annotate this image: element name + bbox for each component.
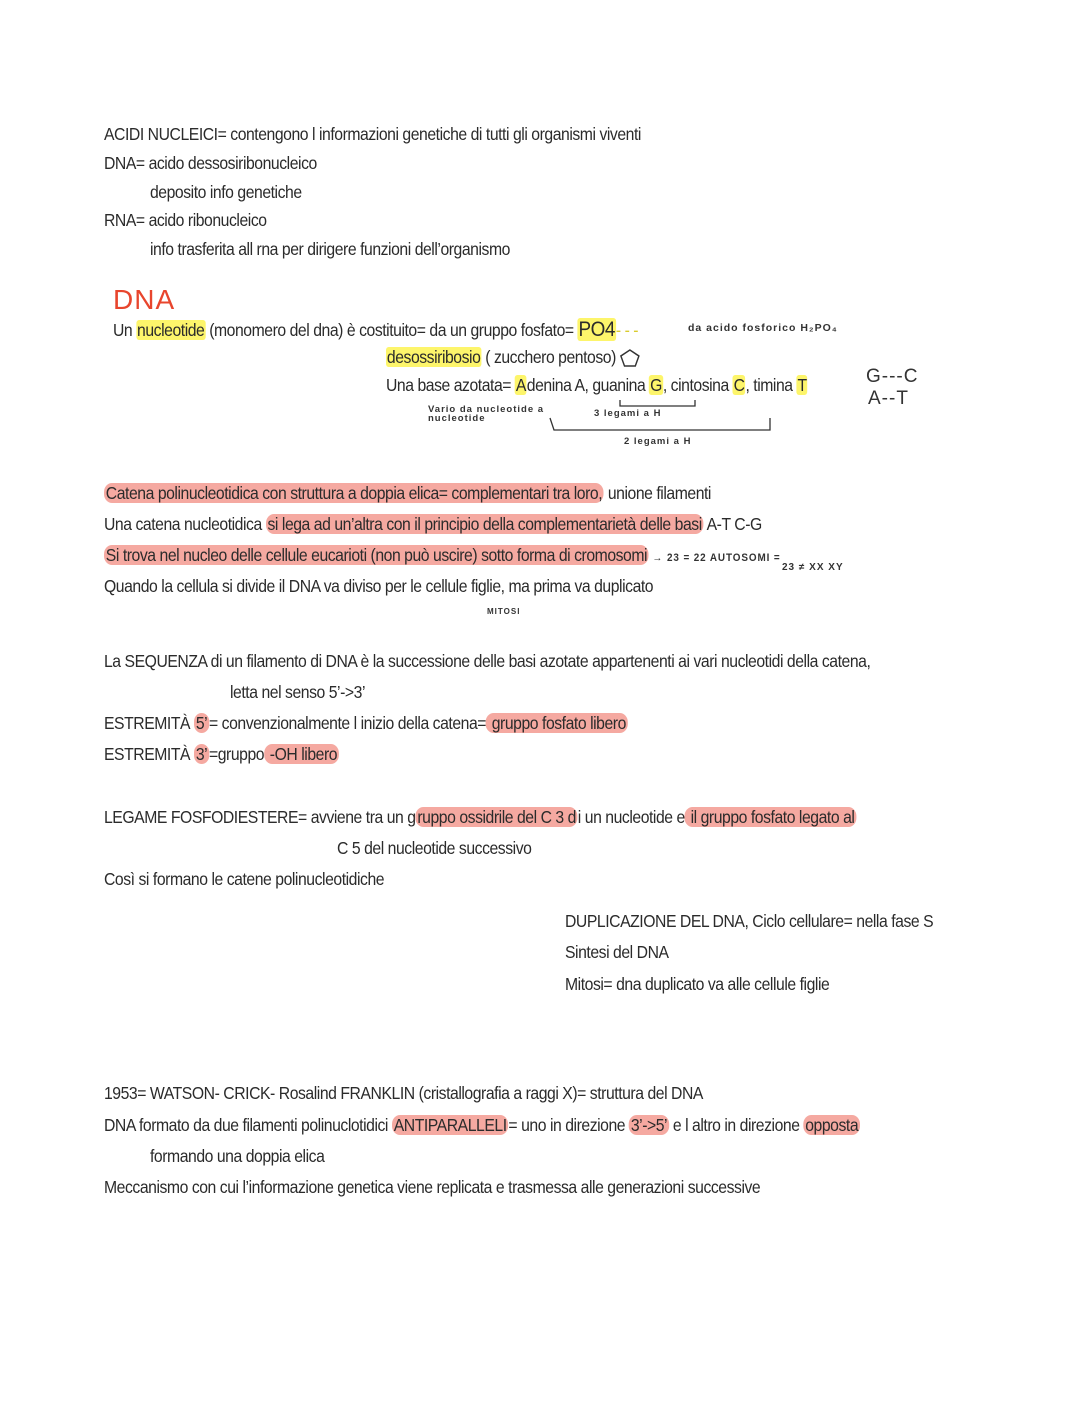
highlight-c: C: [733, 375, 745, 395]
highlight-oh-libero: -OH libero: [265, 744, 338, 764]
note-3-bonds: 3 legami a H: [594, 408, 662, 419]
text: LEGAME FOSFODIESTERE= avviene tra un g: [104, 807, 416, 827]
highlight-opposta: opposta: [805, 1115, 859, 1135]
text: (monomero del dna) è costituito= da un gruppo fosfato=: [205, 320, 578, 340]
text: Una catena nucleotidica: [104, 514, 266, 534]
chain-line-1: [104, 483, 711, 504]
bond-line-2: C 5 del nucleotide successivo: [337, 838, 532, 858]
intro-line-2: DNA= acido dessosiribonucleico: [104, 153, 317, 173]
pair-at: A--T: [868, 388, 909, 409]
intro-line-1: ACIDI NUCLEICI= contengono l informazioni genetiche di tutti gli organismi viventi: [104, 124, 641, 144]
seq-line-4: [104, 744, 339, 765]
text: ESTREMITÀ: [104, 744, 195, 764]
sugar-line: [386, 347, 640, 368]
base-line: [386, 375, 808, 396]
pentagon-icon: [620, 349, 640, 367]
dup-line-2: Sintesi del DNA: [565, 942, 669, 962]
hist-line-4: Meccanismo con cui l’informazione genetica viene replicata e trasmessa alle generazioni successive: [104, 1177, 761, 1197]
mitosi-note: MITOSI: [487, 607, 521, 616]
dna-heading: DNA: [113, 284, 176, 315]
text: Un: [113, 320, 137, 340]
text: , timina: [745, 375, 797, 395]
highlight-fosfato-legato: il gruppo fosfato legato al: [686, 807, 855, 827]
highlight-3: 3’: [195, 744, 208, 764]
text: = convenzionalmente l inizio della catena=: [208, 713, 487, 733]
note-2-bonds: 2 legami a H: [624, 436, 692, 447]
acido-note: da acido fosforico H₂PO₄: [688, 322, 838, 334]
text: A-T C-G: [703, 514, 762, 534]
text: e l altro in direzione: [668, 1115, 804, 1135]
text: ESTREMITÀ: [104, 713, 195, 733]
intro-line-4: RNA= acido ribonucleico: [104, 210, 267, 230]
bond-line-3: Così si formano le catene polinucleotidiche: [104, 869, 385, 889]
xx-xy-note: 23 ≠ XX XY: [782, 562, 844, 573]
highlight-3-5: 3’->5’: [630, 1115, 668, 1135]
bond-line-1: [104, 807, 856, 828]
text: i un nucleotide e: [577, 807, 685, 827]
intro-line-3: deposito info genetiche: [150, 182, 302, 202]
note-vario: Vario da nucleotide a nucleotide: [428, 404, 545, 424]
text: =gruppo: [208, 744, 265, 764]
highlight-antiparalleli: ANTIPARALLELI: [393, 1115, 507, 1135]
text: unione filamenti: [603, 483, 711, 503]
highlight-ossidrile: ruppo ossidrile del C 3 d: [417, 807, 576, 827]
highlight-desossiribosio: desossiribosio: [386, 347, 481, 367]
seq-line-3: [104, 713, 628, 734]
highlight-a: A: [515, 375, 526, 395]
chain-line-2: [104, 514, 762, 535]
pair-gc: G---C: [866, 366, 919, 387]
text: , cintosina: [662, 375, 733, 395]
chain-line-3: [104, 545, 781, 566]
hist-line-3: formando una doppia elica: [150, 1146, 325, 1166]
hist-line-1: 1953= WATSON- CRICK- Rosalind FRANKLIN (cristallografia a raggi X)= struttura del DNA: [104, 1083, 703, 1103]
highlight-fosfato-libero: gruppo fosfato libero: [487, 713, 626, 733]
highlight-t: T: [797, 375, 807, 395]
dup-line-3: Mitosi= dna duplicato va alle cellule figlie: [565, 974, 830, 994]
dashes: - - -: [615, 320, 639, 340]
highlight-nucleo: Si trova nel nucleo delle cellule eucarioti (non può uscire) sotto forma di cromosomi: [105, 545, 648, 565]
nucleotide-line: [113, 318, 638, 342]
dup-line-1: DUPLICAZIONE DEL DNA, Ciclo cellulare= nella fase S: [565, 911, 934, 931]
text: DNA formato da due filamenti polinuclotidici: [104, 1115, 392, 1135]
highlight-5: 5’: [195, 713, 208, 733]
highlight-complementarieta: si lega ad un’altra con il principio della complementarietà delle basi: [267, 514, 702, 534]
highlight-catena: Catena polinucleotidica con struttura a doppia elica= complementari tra loro,: [105, 483, 603, 503]
highlight-g: G: [650, 375, 662, 395]
brace-marks: [540, 396, 780, 436]
chain-line-4: Quando la cellula si divide il DNA va diviso per le cellule figlie, ma prima va duplicato: [104, 576, 654, 596]
seq-line-1: La SEQUENZA di un filamento di DNA è la successione delle basi azotate appartenenti ai vari nucleotidi della catena,: [104, 651, 871, 671]
hist-line-2: [104, 1115, 860, 1136]
text: denina A, guanina: [526, 375, 650, 395]
autosomi-note: → 23 = 22 AUTOSOMI =: [648, 552, 781, 564]
text: Una base azotata=: [386, 375, 515, 395]
text: = uno in direzione: [508, 1115, 630, 1135]
text: ( zucchero pentoso): [481, 347, 616, 367]
seq-line-2: letta nel senso 5’->3’: [230, 682, 366, 702]
intro-line-5: info trasferita all rna per dirigere funzioni dell’organismo: [150, 239, 510, 259]
highlight-po4: PO4: [578, 318, 615, 341]
highlight-nucleotide: nucleotide: [137, 320, 205, 340]
